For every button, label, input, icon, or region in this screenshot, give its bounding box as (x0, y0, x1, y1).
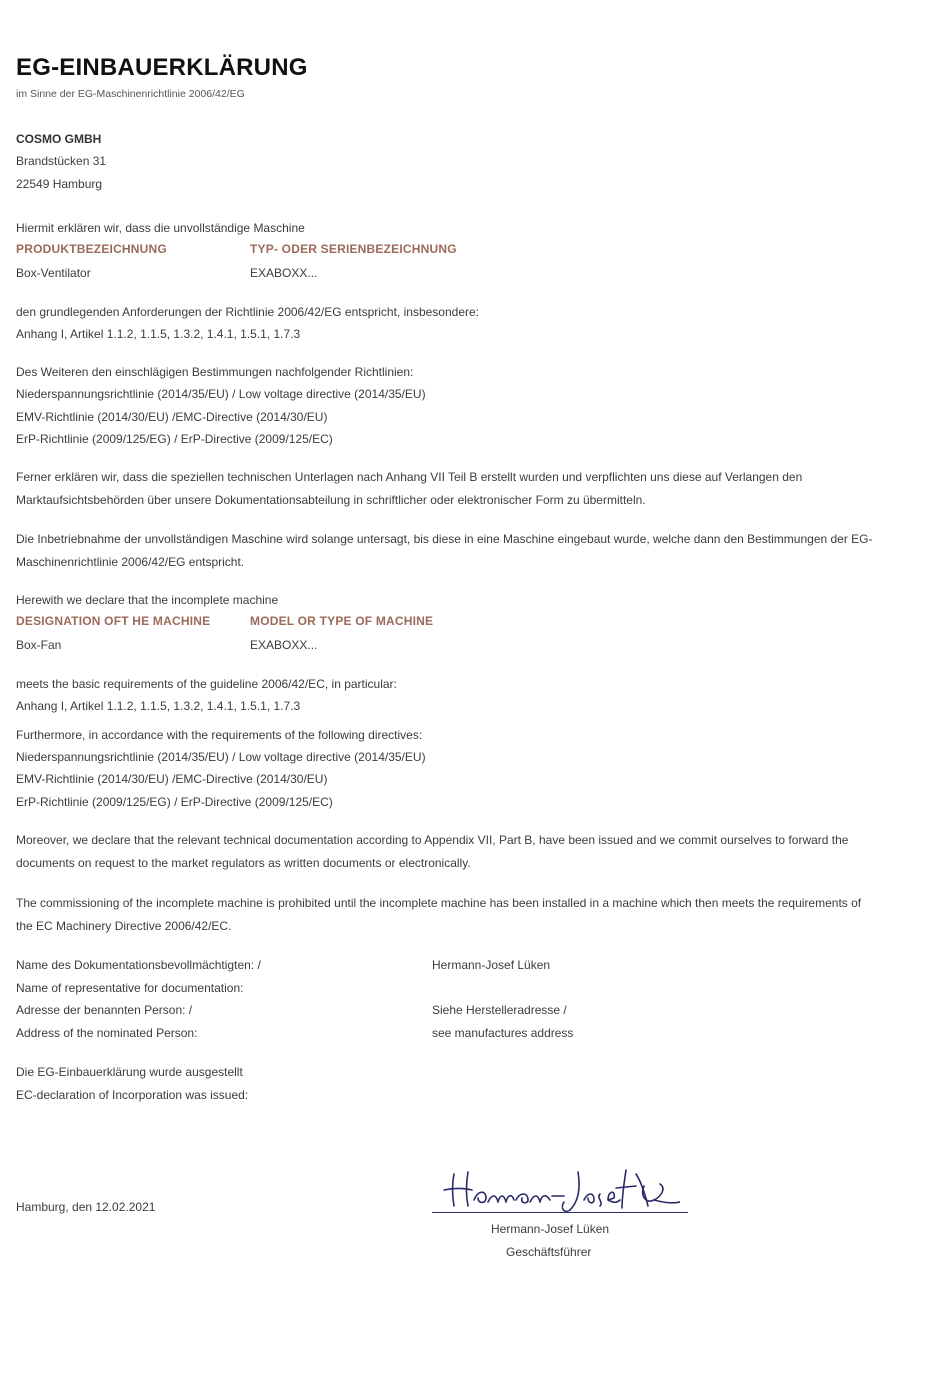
signer-name: Hermann-Josef Lüken (491, 1222, 610, 1236)
english-col1-value: Box-Fan (16, 638, 62, 652)
representative-label-de: Name des Dokumentationsbevollmächtigten: / (16, 958, 261, 972)
english-intro: Herewith we declare that the incomplete machine (16, 593, 279, 607)
english-directives-intro: Furthermore, in accordance with the requirements of the following directives: (16, 728, 423, 742)
handwritten-signature (440, 1160, 680, 1216)
german-requirements-line2: Anhang I, Artikel 1.1.2, 1.1.5, 1.3.2, 1.4.1, 1.5.1, 1.7.3 (16, 327, 301, 341)
german-col1-header: PRODUKTBEZEICHNUNG (16, 242, 167, 256)
english-col2-header: MODEL OR TYPE OF MACHINE (250, 614, 434, 628)
place-date: Hamburg, den 12.02.2021 (16, 1200, 156, 1214)
document-title: EG-EINBAUERKLÄRUNG (16, 54, 308, 81)
german-directives-intro: Des Weiteren den einschlägigen Bestimmungen nachfolgender Richtlinien: (16, 365, 414, 379)
german-directive-1: Niederspannungsrichtlinie (2014/35/EU) / Low voltage directive (2014/35/EU) (16, 387, 426, 401)
german-col2-value: EXABOXX... (250, 266, 318, 280)
issued-line-en: EC-declaration of Incorporation was issued: (16, 1088, 249, 1102)
english-documentation-paragraph: Moreover, we declare that the relevant technical documentation according to Appendix VII, Part B, have been issued and we commit ourselves to forward the documents on request to the market regulators as written documents or electronically. (16, 833, 849, 870)
english-requirements-line1: meets the basic requirements of the guideline 2006/42/EC, in particular: (16, 677, 397, 691)
english-commissioning-paragraph: The commissioning of the incomplete machine is prohibited until the incomplete machine has been installed in a machine which then meets the requirements of the EC Machinery Directive 2006/42/EC. (16, 896, 862, 933)
company-name: COSMO GMBH (16, 132, 102, 146)
address-value-de: Siehe Herstelleradresse / (432, 1003, 567, 1017)
german-requirements-line1: den grundlegenden Anforderungen der Richtlinie 2006/42/EG entspricht, insbesondere: (16, 305, 479, 319)
german-col2-header: TYP- ODER SERIENBEZEICHNUNG (250, 242, 457, 256)
english-directive-2: EMV-Richtlinie (2014/30/EU) /EMC-Directive (2014/30/EU) (16, 772, 328, 786)
english-directive-3: ErP-Richtlinie (2009/125/EG) / ErP-Directive (2009/125/EC) (16, 795, 333, 809)
representative-label-en: Name of representative for documentation: (16, 981, 244, 995)
german-directive-2: EMV-Richtlinie (2014/30/EU) /EMC-Directive (2014/30/EU) (16, 410, 328, 424)
english-requirements-line2: Anhang I, Artikel 1.1.2, 1.1.5, 1.3.2, 1.4.1, 1.5.1, 1.7.3 (16, 699, 301, 713)
german-col1-value: Box-Ventilator (16, 266, 91, 280)
german-directive-3: ErP-Richtlinie (2009/125/EG) / ErP-Directive (2009/125/EC) (16, 432, 333, 446)
address-label-en: Address of the nominated Person: (16, 1026, 198, 1040)
english-col1-header: DESIGNATION OFT HE MACHINE (16, 614, 211, 628)
english-directive-1: Niederspannungsrichtlinie (2014/35/EU) / Low voltage directive (2014/35/EU) (16, 750, 426, 764)
english-col2-value: EXABOXX... (250, 638, 318, 652)
address-label-de: Adresse der benannten Person: / (16, 1003, 193, 1017)
german-commissioning-paragraph: Die Inbetriebnahme der unvollständigen Maschine wird solange untersagt, bis diese in eine Maschine eingebaut wurde, welche dann den Bestimmungen der EG-Maschinenrichtlinie 2006/42/EG entspricht. (16, 532, 873, 569)
address-value-en: see manufactures address (432, 1026, 574, 1040)
german-documentation-paragraph: Ferner erklären wir, dass die speziellen technischen Unterlagen nach Anhang VII Teil B erstellt wurden und verpflichten uns diese auf Verlangen den Marktaufsichtsbehörden über unsere Dokumentationsabteilung in schriftlicher oder elektronischer Form zu übermitteln. (16, 470, 803, 507)
signature-line (432, 1212, 688, 1213)
company-city: 22549 Hamburg (16, 177, 103, 191)
signer-role: Geschäftsführer (506, 1245, 592, 1259)
german-intro: Hiermit erklären wir, dass die unvollständige Maschine (16, 221, 305, 235)
document-subtitle: im Sinne der EG-Maschinenrichtlinie 2006/42/EG (16, 88, 245, 100)
representative-value: Hermann-Josef Lüken (432, 958, 551, 972)
issued-line-de: Die EG-Einbauerklärung wurde ausgestellt (16, 1065, 243, 1079)
company-street: Brandstücken 31 (16, 154, 107, 168)
